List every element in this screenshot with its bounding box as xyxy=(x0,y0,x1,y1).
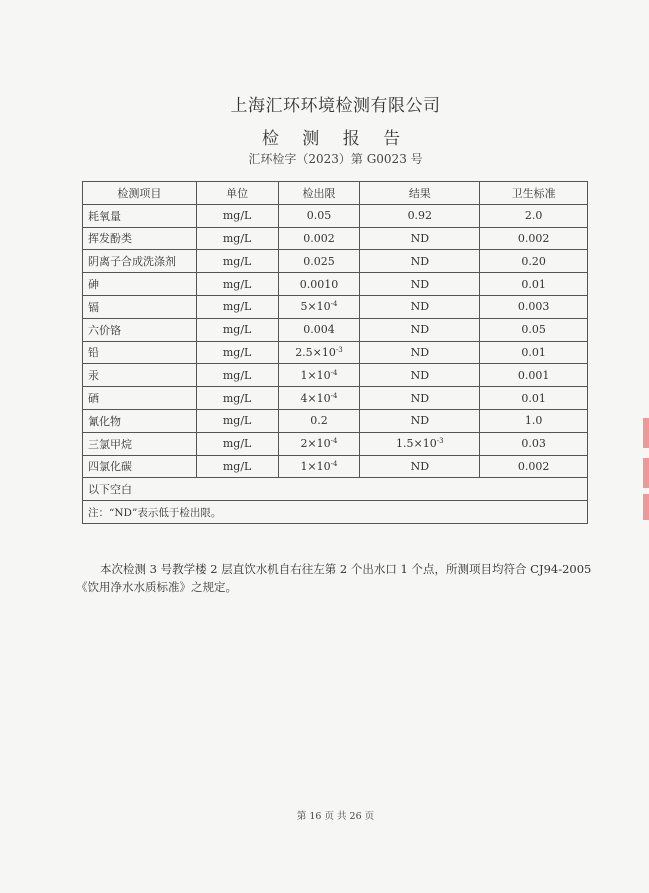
table-row xyxy=(83,204,588,227)
cell-standard: 2.0 xyxy=(480,204,588,227)
cell-limit xyxy=(278,364,360,387)
cell-limit xyxy=(278,227,360,250)
cell-unit: mg/L xyxy=(196,204,278,227)
table-row xyxy=(83,409,588,432)
cell-standard: 0.003 xyxy=(480,295,588,318)
cell-unit: mg/L xyxy=(196,432,278,455)
header-unit: 单位 xyxy=(196,182,278,205)
cell-limit-base: 0.025 xyxy=(303,254,335,268)
cell-item: 氰化物 xyxy=(83,409,197,432)
header-limit: 检出限 xyxy=(278,182,360,205)
table-row xyxy=(83,295,588,318)
table-header-row xyxy=(83,182,588,205)
cell-limit xyxy=(278,318,360,341)
blank-row xyxy=(83,478,588,501)
red-seal-edge-mark xyxy=(643,458,649,488)
cell-result-base: ND xyxy=(410,254,430,268)
company-name: 上海汇环环境检测有限公司 xyxy=(230,96,441,116)
table-row xyxy=(83,250,588,273)
cell-limit xyxy=(278,387,360,410)
cell-result xyxy=(360,318,480,341)
cell-standard: 0.05 xyxy=(480,318,588,341)
cell-result-base: ND xyxy=(410,459,430,473)
report-title: 检 测 报 告 xyxy=(261,129,410,149)
cell-limit-base: 1×10 xyxy=(300,368,331,382)
cell-limit-base: 4×10 xyxy=(300,391,331,405)
cell-limit-base: 1×10 xyxy=(300,459,331,473)
cell-unit: mg/L xyxy=(196,455,278,478)
cell-unit: mg/L xyxy=(196,227,278,250)
cell-result xyxy=(360,204,480,227)
cell-result-base: ND xyxy=(410,300,430,314)
page-number: 第 16 页 共 26 页 xyxy=(296,811,375,822)
cell-item: 铅 xyxy=(83,341,197,364)
cell-limit xyxy=(278,250,360,273)
conclusion-text: 本次检测 3 号教学楼 2 层直饮水机自右往左第 2 个出水口 1 个点，所测项目均符合 CJ94-2005《饮用净水水质标准》之规定。 xyxy=(76,562,592,594)
cell-item: 六价铬 xyxy=(83,318,197,341)
cell-limit xyxy=(278,341,360,364)
table-row xyxy=(83,432,588,455)
cell-limit-exponent: -4 xyxy=(330,459,338,468)
cell-limit-base: 2.5×10 xyxy=(295,345,336,359)
conclusion-paragraph xyxy=(76,560,608,596)
cell-result xyxy=(360,387,480,410)
header-standard: 卫生标准 xyxy=(480,182,588,205)
cell-limit xyxy=(278,204,360,227)
cell-limit xyxy=(278,273,360,296)
cell-limit-base: 0.05 xyxy=(306,209,332,223)
cell-limit-base: 2×10 xyxy=(300,437,331,451)
cell-standard: 0.002 xyxy=(480,455,588,478)
table-row xyxy=(83,318,588,341)
table-row xyxy=(83,455,588,478)
cell-result xyxy=(360,295,480,318)
cell-result-base: ND xyxy=(410,345,430,359)
table-row xyxy=(83,273,588,296)
cell-item: 三氯甲烷 xyxy=(83,432,197,455)
table-row xyxy=(83,227,588,250)
cell-limit-base: 0.004 xyxy=(303,323,335,337)
cell-result-base: 0.92 xyxy=(407,209,433,223)
cell-limit-exponent: -3 xyxy=(335,345,343,354)
cell-standard: 0.03 xyxy=(480,432,588,455)
cell-limit-base: 0.002 xyxy=(303,231,335,245)
cell-result xyxy=(360,364,480,387)
cell-item: 四氯化碳 xyxy=(83,455,197,478)
cell-result xyxy=(360,227,480,250)
cell-unit: mg/L xyxy=(196,250,278,273)
cell-limit-base: 0.2 xyxy=(310,414,328,428)
note-row xyxy=(83,501,588,524)
cell-item: 汞 xyxy=(83,364,197,387)
cell-unit: mg/L xyxy=(196,295,278,318)
cell-result-base: ND xyxy=(410,277,430,291)
red-seal-edge-mark xyxy=(643,418,649,448)
cell-standard: 1.0 xyxy=(480,409,588,432)
cell-result xyxy=(360,455,480,478)
report-number: 汇环检字（2023）第 G0023 号 xyxy=(248,152,423,166)
cell-result xyxy=(360,409,480,432)
cell-limit-base: 0.0010 xyxy=(299,277,339,291)
cell-limit-exponent: -4 xyxy=(330,300,338,309)
cell-limit-base: 5×10 xyxy=(300,300,331,314)
cell-unit: mg/L xyxy=(196,387,278,410)
cell-result xyxy=(360,341,480,364)
cell-limit xyxy=(278,432,360,455)
header-result: 结果 xyxy=(360,182,480,205)
cell-item: 挥发酚类 xyxy=(83,227,197,250)
red-seal-edge-mark xyxy=(643,494,649,520)
cell-unit: mg/L xyxy=(196,341,278,364)
cell-result-base: 1.5×10 xyxy=(396,437,437,451)
cell-standard: 0.20 xyxy=(480,250,588,273)
cell-standard: 0.01 xyxy=(480,387,588,410)
cell-result-base: ND xyxy=(410,368,430,382)
cell-limit xyxy=(278,409,360,432)
cell-standard: 0.002 xyxy=(480,227,588,250)
cell-standard: 0.01 xyxy=(480,273,588,296)
cell-result-exponent: -3 xyxy=(436,437,444,446)
header-item: 检测项目 xyxy=(83,182,197,205)
table-row xyxy=(83,387,588,410)
cell-result xyxy=(360,273,480,296)
cell-standard: 0.01 xyxy=(480,341,588,364)
cell-result xyxy=(360,432,480,455)
cell-item: 砷 xyxy=(83,273,197,296)
cell-unit: mg/L xyxy=(196,273,278,296)
cell-unit: mg/L xyxy=(196,318,278,341)
results-table xyxy=(82,181,588,524)
cell-result xyxy=(360,250,480,273)
cell-standard: 0.001 xyxy=(480,364,588,387)
cell-limit-exponent: -4 xyxy=(330,368,338,377)
cell-result-base: ND xyxy=(410,231,430,245)
table-row xyxy=(83,364,588,387)
cell-result-base: ND xyxy=(410,391,430,405)
cell-result-base: ND xyxy=(410,414,430,428)
table-body xyxy=(83,204,588,478)
cell-item: 耗氧量 xyxy=(83,204,197,227)
cell-item: 阴离子合成洗涤剂 xyxy=(83,250,197,273)
blank-line-text: 以下空白 xyxy=(83,478,588,501)
cell-limit-exponent: -4 xyxy=(330,391,338,400)
table-row xyxy=(83,341,588,364)
cell-item: 镉 xyxy=(83,295,197,318)
cell-limit xyxy=(278,295,360,318)
cell-unit: mg/L xyxy=(196,409,278,432)
cell-limit-exponent: -4 xyxy=(330,437,338,446)
note-text: 注：“ND”表示低于检出限。 xyxy=(83,501,588,524)
cell-result-base: ND xyxy=(410,323,430,337)
cell-item: 硒 xyxy=(83,387,197,410)
cell-unit: mg/L xyxy=(196,364,278,387)
cell-limit xyxy=(278,455,360,478)
